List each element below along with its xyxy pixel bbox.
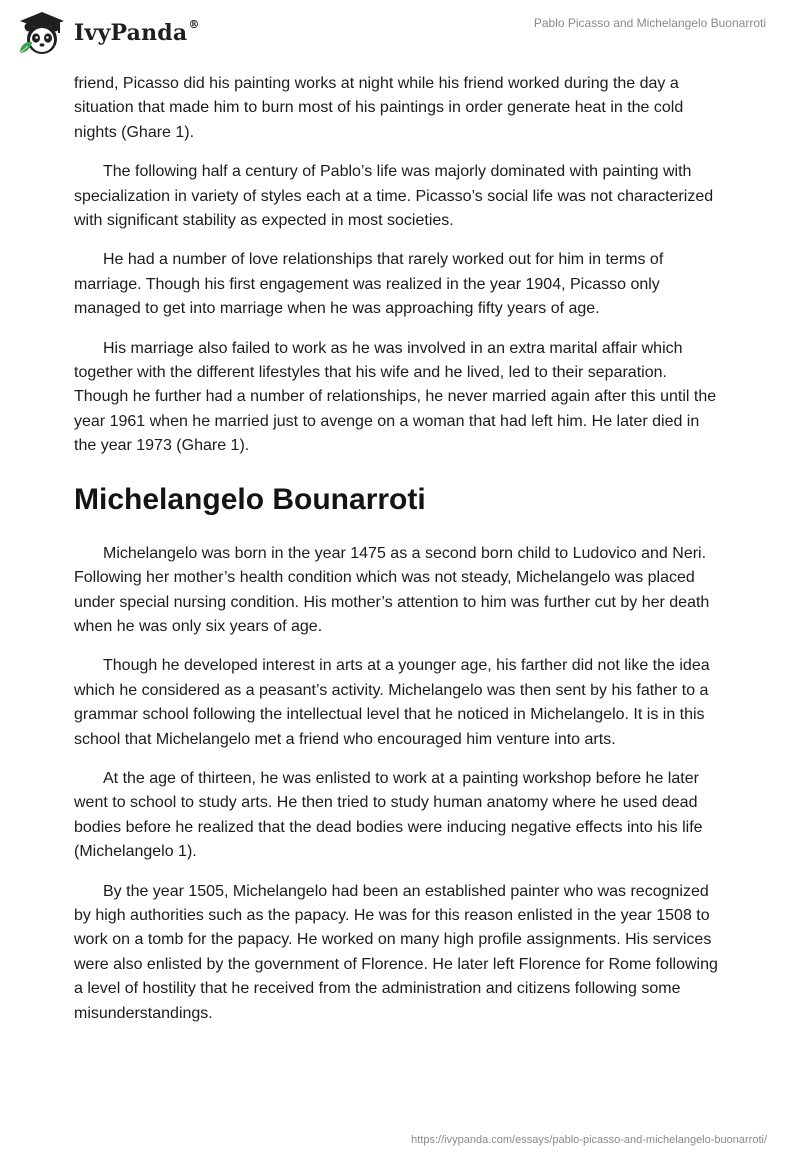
paragraph: By the year 1505, Michelangelo had been an established painter who was recognized by high authorities such as the papacy. He was for this reason enlisted in the year 1508 to work on a tomb for the papacy. He worked on many high profile assignments. His services were also enlisted by the government of Florence. He later left Florence for Rome following a level of hostility that he received from the administration and citizens following some misunderstandings. [74, 882, 718, 1022]
paragraph: Though he developed interest in arts at a younger age, his farther did not like the idea which he considered as a peasant’s activity. Michelangelo was then sent by his father to a grammar school following the intellectual level that he noticed in Michelangelo. It is in this school that Michelangelo met a friend who encouraged him venture into arts. [74, 657, 710, 748]
essay-content [74, 72, 722, 1041]
paragraph: The following half a century of Pablo’s life was majorly dominated with painting with specialization in variety of styles each at a time. Picasso’s social life was not characterized with significant stability as expected in most societies. [74, 163, 714, 230]
running-title: Pablo Picasso and Michelangelo Buonarroti [533, 16, 766, 30]
paragraph: Michelangelo was born in the year 1475 as a second born child to Ludovico and Neri. Following her mother’s health condition which was not steady, Michelangelo was placed under special nursing condition. His mother’s attention to him was further cut by her death when he was only six years of age. [74, 544, 710, 635]
footer-source-url[interactable]: https://ivypanda.com/essays/pablo-picasso-and-michelangelo-buonarroti/ [411, 1134, 767, 1146]
logo-wordmark [74, 20, 200, 46]
paragraph: He had a number of love relationships that rarely worked out for him in terms of marriage. Though his first engagement was realized in the year 1904, Picasso only managed to get into marriage when he was approaching fifty years of age. [74, 251, 664, 318]
page-header [0, 0, 800, 64]
panda-graduate-icon [14, 9, 70, 57]
logo-text: IvyPanda [74, 20, 188, 46]
paragraph: At the age of thirteen, he was enlisted to work at a painting workshop before he later went to school to study arts. He then tried to study human anatomy where he used dead bodies before he realized that the dead bodies were inducing negative effects into his life (Michelangelo 1). [74, 769, 703, 861]
ivypanda-logo[interactable] [14, 9, 204, 57]
registered-mark: ® [188, 18, 200, 31]
paragraph: His marriage also failed to work as he was involved in an extra marital affair which together with the different lifestyles that his wife and he lived, led to their separation. Though he further had a number of relationships, he never married again after this until the year 1961 when he married just to avenge on a woman that had left him. He later died in the year 1973 (Ghare 1). [74, 339, 717, 455]
paragraph: friend, Picasso did his painting works at night while his friend worked during the day a situation that made him to burn most of his paintings in order generate heat in the cold nights (Ghare 1). [74, 75, 684, 141]
section-heading: Michelangelo Bounarroti [74, 482, 426, 516]
